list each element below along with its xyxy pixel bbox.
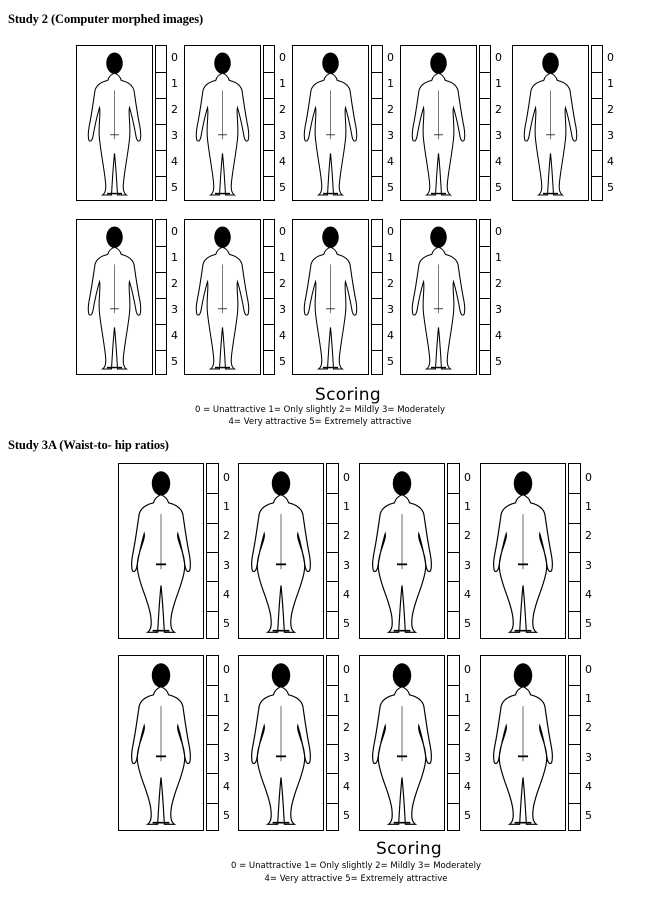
study2-row1-panel-4-figure-frame	[400, 45, 477, 201]
scale-label-5: 5	[464, 617, 471, 631]
scale-label-2: 2	[223, 529, 230, 543]
scale-label-3: 3	[495, 129, 502, 142]
scale-label-2: 2	[171, 277, 178, 290]
body-figure-drawing	[401, 46, 476, 200]
scale-divider	[372, 72, 382, 73]
study3a-scoring-title: Scoring	[376, 839, 442, 859]
scale-label-4: 4	[171, 155, 178, 168]
scale-label-1: 1	[171, 251, 178, 264]
scale-label-0: 0	[585, 470, 592, 484]
scale-label-2: 2	[343, 529, 350, 543]
scale-divider	[372, 98, 382, 99]
study2-title: Study 2 (Computer morphed images)	[8, 12, 204, 26]
scale-divider	[327, 685, 338, 686]
study3a-row2-panel-4-rating-scale[interactable]	[568, 655, 581, 831]
study3a-row2-panel-1-rating-scale[interactable]	[206, 655, 219, 831]
scale-label-0: 0	[387, 225, 394, 238]
scale-divider	[327, 715, 338, 716]
study3a-row2-panel-2-figure-frame	[238, 655, 324, 831]
scale-label-1: 1	[279, 77, 286, 90]
body-figure-drawing	[239, 656, 323, 830]
scale-divider	[448, 685, 459, 686]
scale-label-3: 3	[495, 303, 502, 316]
scale-divider	[448, 493, 459, 494]
scale-divider	[207, 493, 218, 494]
scale-label-5: 5	[387, 355, 394, 368]
scale-divider	[448, 773, 459, 774]
study2-row1-panel-4-rating-scale[interactable]	[479, 45, 491, 201]
scale-label-3: 3	[223, 558, 230, 572]
scale-divider	[569, 552, 580, 553]
scale-divider	[480, 350, 490, 351]
scale-divider	[156, 72, 166, 73]
study3a-row1-panel-2-figure-frame	[238, 463, 324, 639]
study3a-row2-panel-3-rating-scale[interactable]	[447, 655, 460, 831]
scale-label-5: 5	[223, 617, 230, 631]
scale-label-5: 5	[343, 809, 350, 823]
scale-label-1: 1	[495, 77, 502, 90]
study3a-row2-panel-3-figure-frame	[359, 655, 445, 831]
scale-divider	[569, 744, 580, 745]
scale-label-3: 3	[223, 750, 230, 764]
scale-label-0: 0	[387, 51, 394, 64]
scale-divider	[480, 150, 490, 151]
scale-label-3: 3	[387, 129, 394, 142]
study2-row1-panel-1-rating-scale[interactable]	[155, 45, 167, 201]
scale-divider	[372, 176, 382, 177]
study2-row2-panel-3-figure-frame	[292, 219, 369, 375]
study3a-row2-panel-1-figure-frame	[118, 655, 204, 831]
scale-label-0: 0	[343, 470, 350, 484]
scale-divider	[480, 124, 490, 125]
study2-legend-line2: 4= Very attractive 5= Extremely attractive	[228, 417, 412, 427]
scale-label-4: 4	[223, 588, 230, 601]
scale-label-1: 1	[464, 500, 471, 513]
scale-divider	[448, 552, 459, 553]
study3a-row1-panel-4-rating-scale[interactable]	[568, 463, 581, 639]
scale-divider	[372, 124, 382, 125]
scale-label-5: 5	[279, 355, 286, 368]
scale-label-5: 5	[171, 355, 178, 368]
scale-divider	[264, 124, 274, 125]
body-figure-drawing	[77, 220, 152, 374]
study2-row1-panel-5-rating-scale[interactable]	[591, 45, 603, 201]
body-figure-drawing	[185, 220, 260, 374]
scale-label-2: 2	[464, 721, 471, 735]
scale-label-5: 5	[279, 181, 286, 194]
scale-divider	[156, 272, 166, 273]
scale-divider	[480, 272, 490, 273]
scale-label-5: 5	[464, 809, 471, 823]
scale-divider	[372, 298, 382, 299]
scale-label-4: 4	[495, 329, 502, 342]
study2-row1-panel-3-rating-scale[interactable]	[371, 45, 383, 201]
scale-label-4: 4	[585, 780, 592, 793]
scale-divider	[480, 72, 490, 73]
scale-label-5: 5	[495, 355, 502, 368]
scale-divider	[592, 176, 602, 177]
scale-label-0: 0	[343, 662, 350, 676]
scale-label-1: 1	[223, 500, 230, 513]
scale-divider	[207, 523, 218, 524]
study3a-legend-line2: 4= Very attractive 5= Extremely attractive	[264, 874, 448, 884]
scale-divider	[592, 98, 602, 99]
scale-label-2: 2	[607, 103, 614, 116]
scale-label-2: 2	[223, 721, 230, 735]
scale-divider	[372, 350, 382, 351]
scale-label-5: 5	[585, 617, 592, 631]
scale-label-1: 1	[585, 692, 592, 705]
scale-label-4: 4	[223, 780, 230, 793]
body-figure-drawing	[360, 464, 444, 638]
scale-divider	[372, 324, 382, 325]
scale-label-2: 2	[171, 103, 178, 116]
scale-label-0: 0	[223, 662, 230, 676]
scale-divider	[327, 552, 338, 553]
scale-divider	[480, 98, 490, 99]
study3a-row1-panel-3-figure-frame	[359, 463, 445, 639]
study3a-row2-panel-2-rating-scale[interactable]	[326, 655, 339, 831]
body-figure-drawing	[293, 46, 368, 200]
scale-label-3: 3	[171, 303, 178, 316]
scale-label-0: 0	[464, 470, 471, 484]
scale-label-4: 4	[585, 588, 592, 601]
scale-divider	[592, 150, 602, 151]
scale-label-2: 2	[464, 529, 471, 543]
scale-label-2: 2	[387, 277, 394, 290]
scale-label-2: 2	[279, 277, 286, 290]
scale-label-4: 4	[387, 329, 394, 342]
scale-label-1: 1	[464, 692, 471, 705]
scale-label-0: 0	[495, 225, 502, 238]
scale-label-0: 0	[279, 51, 286, 64]
scale-divider	[207, 685, 218, 686]
scale-label-2: 2	[495, 277, 502, 290]
scale-divider	[156, 98, 166, 99]
scale-label-3: 3	[387, 303, 394, 316]
scale-label-1: 1	[607, 77, 614, 90]
scale-divider	[327, 744, 338, 745]
study3a-row1-panel-1-rating-scale[interactable]	[206, 463, 219, 639]
scale-divider	[448, 803, 459, 804]
scale-divider	[156, 176, 166, 177]
scale-label-0: 0	[464, 662, 471, 676]
scale-label-2: 2	[387, 103, 394, 116]
scale-label-0: 0	[171, 51, 178, 64]
study3a-row1-panel-3-rating-scale[interactable]	[447, 463, 460, 639]
scale-divider	[207, 773, 218, 774]
scale-divider	[448, 715, 459, 716]
body-figure-drawing	[481, 656, 565, 830]
study3a-row1-panel-4-figure-frame	[480, 463, 566, 639]
study3a-row1-panel-1-figure-frame	[118, 463, 204, 639]
body-figure-drawing	[360, 656, 444, 830]
scale-divider	[327, 803, 338, 804]
scale-divider	[156, 150, 166, 151]
body-figure-drawing	[401, 220, 476, 374]
body-figure-drawing	[481, 464, 565, 638]
body-figure-drawing	[239, 464, 323, 638]
scale-label-5: 5	[585, 809, 592, 823]
scale-divider	[569, 803, 580, 804]
scale-divider	[207, 611, 218, 612]
scale-label-2: 2	[343, 721, 350, 735]
study2-row1-panel-2-figure-frame	[184, 45, 261, 201]
scale-label-1: 1	[387, 77, 394, 90]
scale-divider	[569, 493, 580, 494]
scale-divider	[264, 272, 274, 273]
scale-divider	[372, 272, 382, 273]
scale-label-3: 3	[279, 303, 286, 316]
scale-divider	[480, 246, 490, 247]
scale-label-1: 1	[279, 251, 286, 264]
scale-label-3: 3	[343, 750, 350, 764]
scale-label-0: 0	[279, 225, 286, 238]
scale-divider	[592, 72, 602, 73]
scale-label-1: 1	[343, 500, 350, 513]
scale-divider	[207, 581, 218, 582]
scale-divider	[327, 581, 338, 582]
body-figure-drawing	[513, 46, 588, 200]
scale-divider	[448, 744, 459, 745]
scale-divider	[264, 150, 274, 151]
scale-label-0: 0	[585, 662, 592, 676]
scale-divider	[448, 581, 459, 582]
study2-row1-panel-1-figure-frame	[76, 45, 153, 201]
scale-divider	[264, 298, 274, 299]
scale-divider	[327, 773, 338, 774]
scale-divider	[569, 581, 580, 582]
study3a-row2-panel-4-figure-frame	[480, 655, 566, 831]
scale-divider	[480, 324, 490, 325]
study3a-legend-line1: 0 = Unattractive 1= Only slightly 2= Mildly 3= Moderately	[230, 861, 482, 871]
study2-row2-panel-1-rating-scale[interactable]	[155, 219, 167, 375]
body-figure-drawing	[185, 46, 260, 200]
scale-divider	[480, 176, 490, 177]
scale-label-4: 4	[387, 155, 394, 168]
body-figure-drawing	[119, 464, 203, 638]
scale-label-3: 3	[171, 129, 178, 142]
scale-divider	[207, 552, 218, 553]
scale-divider	[448, 611, 459, 612]
body-figure-drawing	[77, 46, 152, 200]
scale-label-1: 1	[585, 500, 592, 513]
scale-divider	[156, 124, 166, 125]
scale-label-3: 3	[343, 558, 350, 572]
scale-label-1: 1	[171, 77, 178, 90]
scale-divider	[264, 98, 274, 99]
scale-divider	[156, 298, 166, 299]
scale-label-0: 0	[495, 51, 502, 64]
scale-divider	[327, 523, 338, 524]
scale-label-4: 4	[607, 155, 614, 168]
scale-label-2: 2	[495, 103, 502, 116]
study2-row2-panel-4-figure-frame	[400, 219, 477, 375]
scale-label-1: 1	[343, 692, 350, 705]
scale-divider	[156, 246, 166, 247]
scale-label-4: 4	[343, 780, 350, 793]
scale-label-2: 2	[585, 721, 592, 735]
body-figure-drawing	[119, 656, 203, 830]
scale-label-4: 4	[464, 588, 471, 601]
scale-label-1: 1	[387, 251, 394, 264]
scale-divider	[448, 523, 459, 524]
scale-label-3: 3	[279, 129, 286, 142]
scale-label-4: 4	[279, 329, 286, 342]
scale-divider	[569, 685, 580, 686]
scale-label-4: 4	[171, 329, 178, 342]
scale-divider	[264, 72, 274, 73]
scale-label-3: 3	[585, 750, 592, 764]
study2-row2-panel-2-figure-frame	[184, 219, 261, 375]
study2-scoring-title: Scoring	[315, 385, 381, 405]
scale-divider	[480, 298, 490, 299]
scale-label-5: 5	[223, 809, 230, 823]
study2-legend-line1: 0 = Unattractive 1= Only slightly 2= Mildly 3= Moderately	[194, 405, 446, 415]
scale-label-3: 3	[464, 558, 471, 572]
scale-label-4: 4	[343, 588, 350, 601]
study2-row2-panel-4-rating-scale[interactable]	[479, 219, 491, 375]
scale-label-5: 5	[387, 181, 394, 194]
scale-label-0: 0	[607, 51, 614, 64]
scale-label-0: 0	[171, 225, 178, 238]
scale-label-5: 5	[171, 181, 178, 194]
scale-divider	[156, 324, 166, 325]
scale-divider	[264, 246, 274, 247]
scale-label-2: 2	[585, 529, 592, 543]
scale-label-5: 5	[495, 181, 502, 194]
study2-row1-panel-5-figure-frame	[512, 45, 589, 201]
scale-label-5: 5	[607, 181, 614, 194]
scale-divider	[327, 611, 338, 612]
scale-label-4: 4	[464, 780, 471, 793]
scale-label-1: 1	[495, 251, 502, 264]
study2-row2-panel-1-figure-frame	[76, 219, 153, 375]
scale-label-4: 4	[279, 155, 286, 168]
study3a-title: Study 3A (Waist-to- hip ratios)	[8, 438, 169, 452]
scale-label-5: 5	[343, 617, 350, 631]
scale-divider	[327, 493, 338, 494]
study3a-row1-panel-2-rating-scale[interactable]	[326, 463, 339, 639]
study2-row1-panel-3-figure-frame	[292, 45, 369, 201]
scale-divider	[372, 246, 382, 247]
scale-divider	[156, 350, 166, 351]
scale-label-3: 3	[607, 129, 614, 142]
body-figure-drawing	[293, 220, 368, 374]
scale-divider	[569, 715, 580, 716]
scale-divider	[207, 715, 218, 716]
scale-divider	[207, 803, 218, 804]
scale-label-1: 1	[223, 692, 230, 705]
scale-label-2: 2	[279, 103, 286, 116]
study2-row2-panel-3-rating-scale[interactable]	[371, 219, 383, 375]
scale-divider	[569, 611, 580, 612]
scale-label-3: 3	[464, 750, 471, 764]
scale-divider	[569, 523, 580, 524]
scale-divider	[372, 150, 382, 151]
scale-divider	[264, 350, 274, 351]
scale-divider	[207, 744, 218, 745]
scale-label-3: 3	[585, 558, 592, 572]
scale-label-4: 4	[495, 155, 502, 168]
scale-divider	[264, 324, 274, 325]
scale-divider	[264, 176, 274, 177]
study2-row1-panel-2-rating-scale[interactable]	[263, 45, 275, 201]
scale-divider	[592, 124, 602, 125]
scale-divider	[569, 773, 580, 774]
study2-row2-panel-2-rating-scale[interactable]	[263, 219, 275, 375]
scale-label-0: 0	[223, 470, 230, 484]
